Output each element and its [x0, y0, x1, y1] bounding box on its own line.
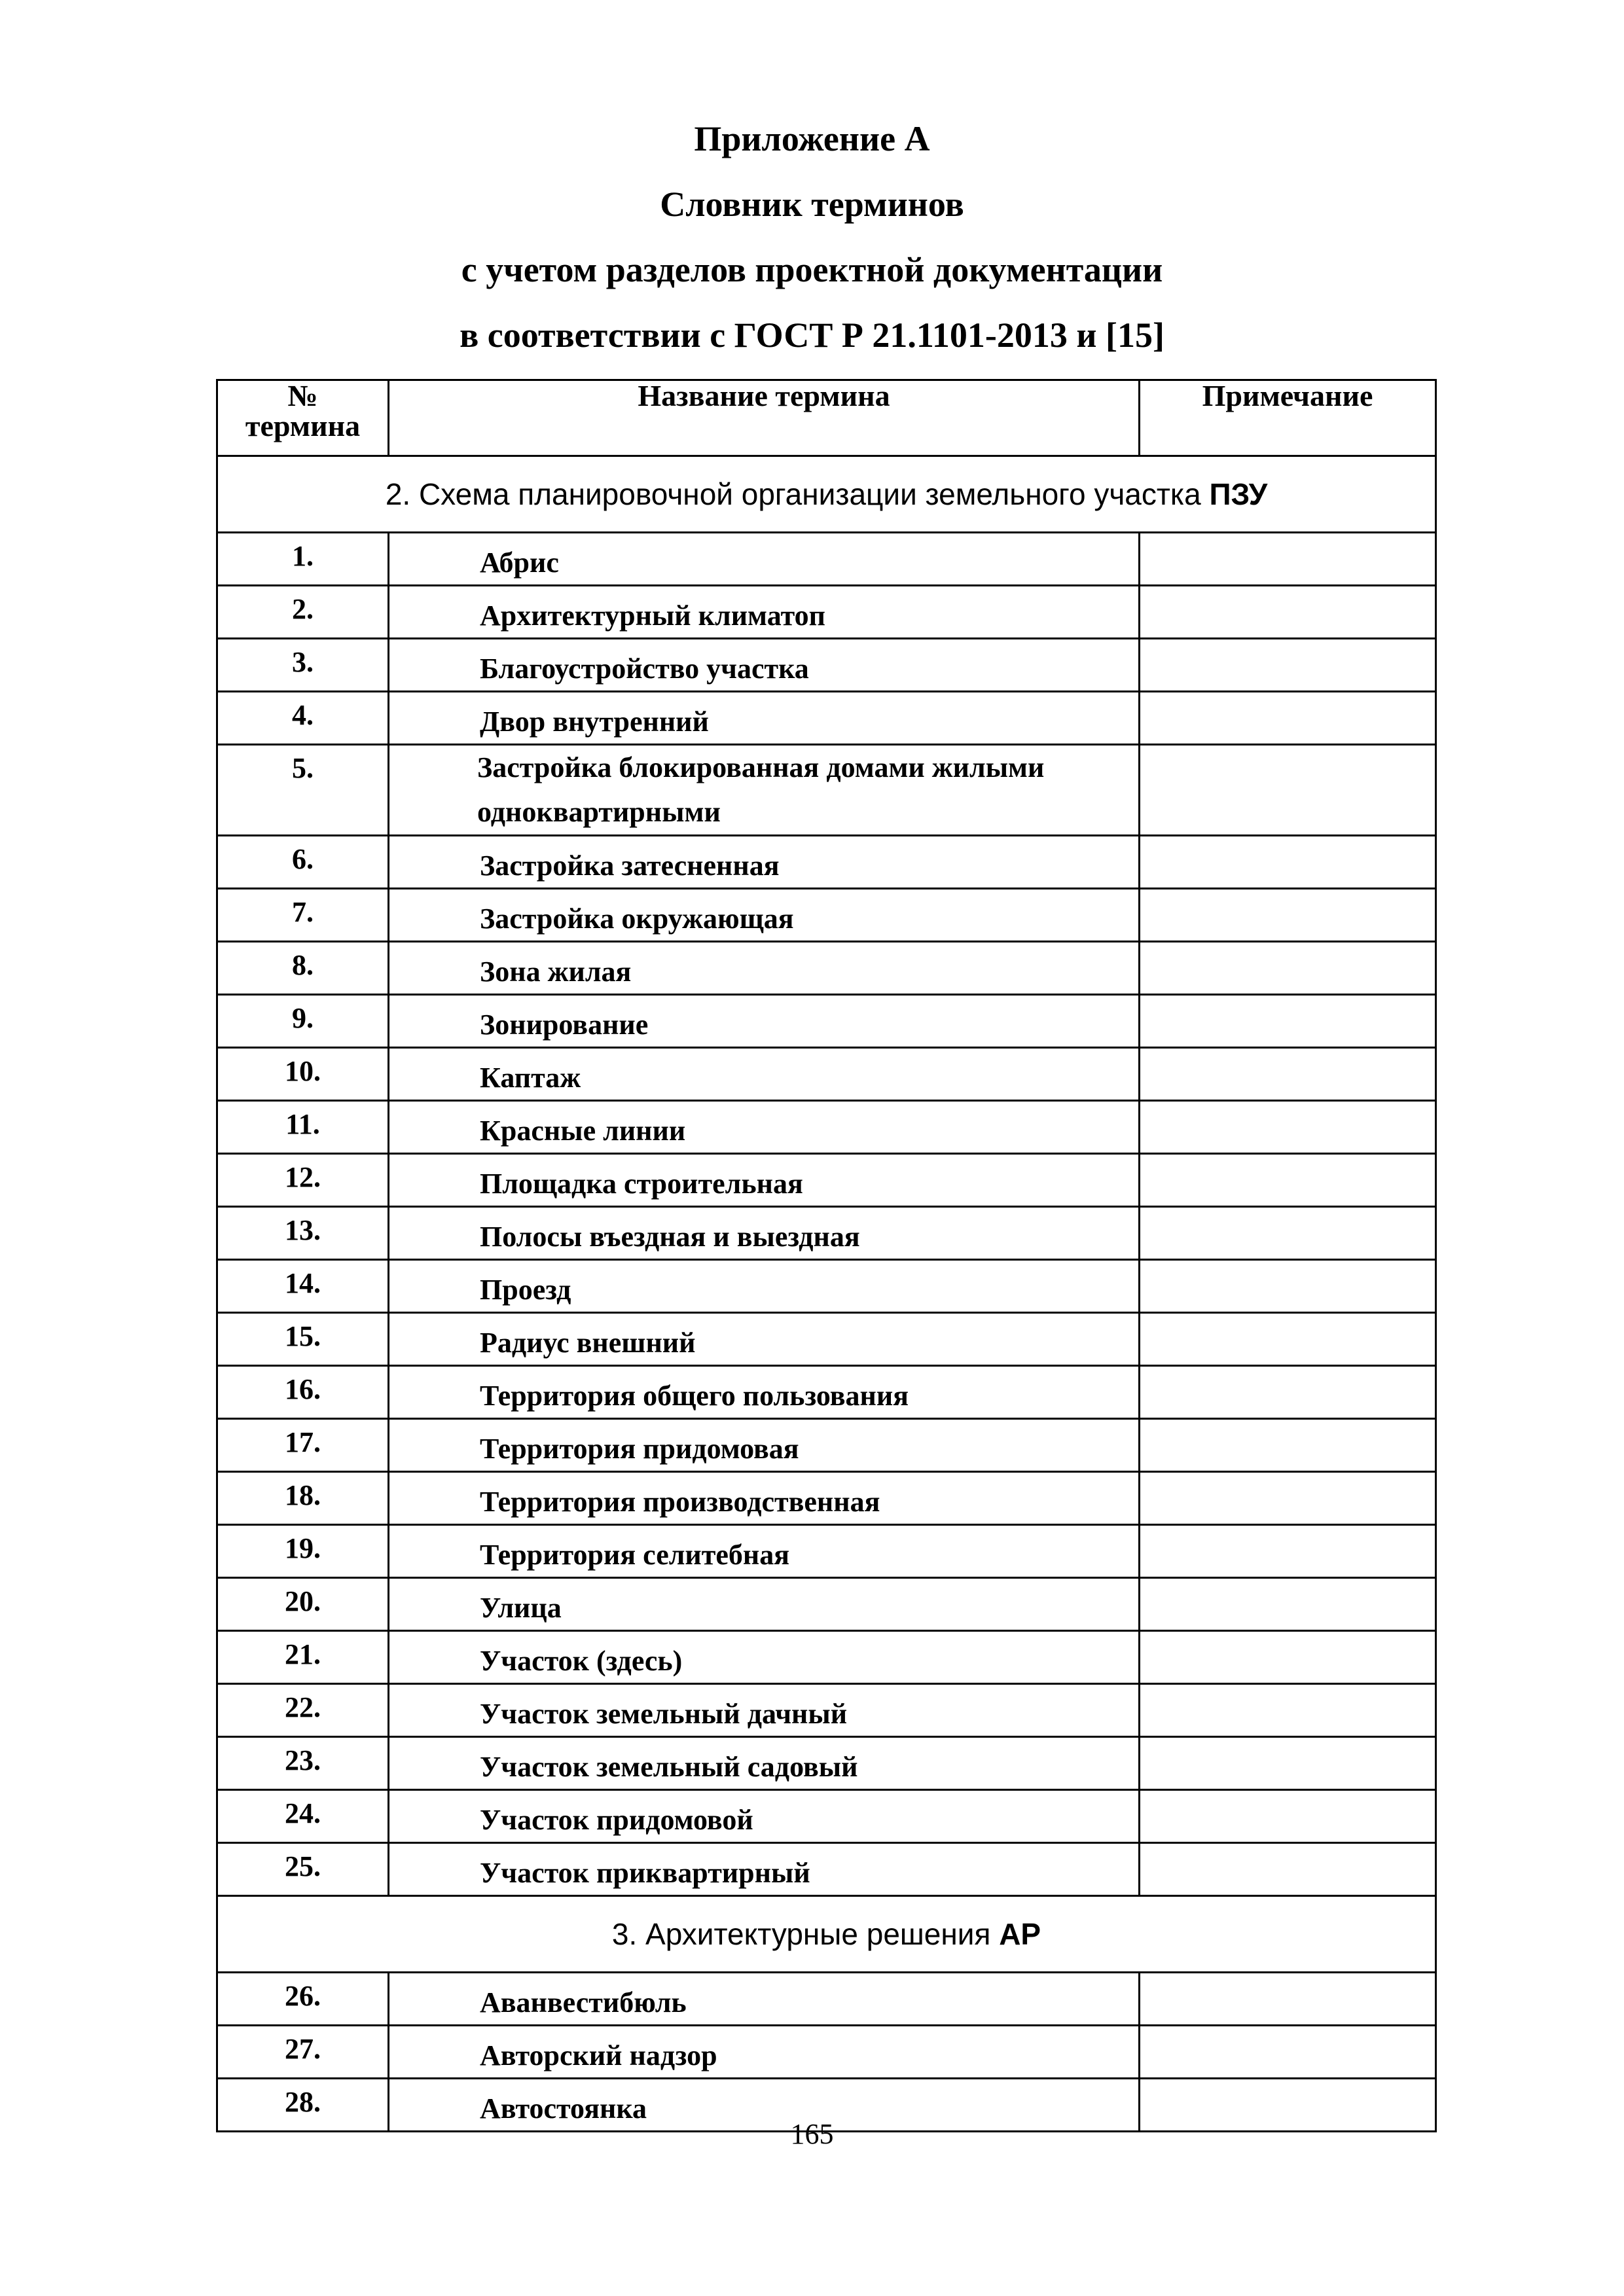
term-note [1140, 995, 1436, 1048]
term-note [1140, 1631, 1436, 1684]
table-row [217, 1048, 1436, 1101]
term-name: Аванвестибюль [389, 1973, 1140, 2026]
term-note [1140, 745, 1436, 836]
term-note [1140, 692, 1436, 745]
table-row [217, 836, 1436, 889]
section-row-ar [217, 1896, 1436, 1973]
term-number: 4. [217, 692, 389, 745]
table-row [217, 942, 1436, 995]
appendix-title: Приложение А [694, 119, 930, 158]
subtitle-line-2: в соответствии с ГОСТ Р 21.1101-2013 и [15] [460, 315, 1164, 355]
term-name: Проезд [389, 1260, 1140, 1313]
term-number: 18. [217, 1472, 389, 1525]
table-row [217, 1260, 1436, 1313]
term-note [1140, 1578, 1436, 1631]
term-number: 17. [217, 1419, 389, 1472]
term-number: 28. [217, 2079, 389, 2132]
term-name: Авторский надзор [389, 2026, 1140, 2079]
table-row [217, 1631, 1436, 1684]
term-name: Архитектурный климатоп [389, 586, 1140, 639]
section-title-text: 2. Схема планировочной организации земельного участка [385, 477, 1210, 511]
term-name: Участок приквартирный [389, 1843, 1140, 1896]
section-code: АР [999, 1917, 1041, 1951]
term-note [1140, 1154, 1436, 1207]
term-note [1140, 2026, 1436, 2079]
table-row [217, 639, 1436, 692]
term-name: Двор внутренний [389, 692, 1140, 745]
table-header-row [217, 380, 1436, 456]
terms-table [216, 379, 1437, 2132]
term-number: 20. [217, 1578, 389, 1631]
term-number: 9. [217, 995, 389, 1048]
term-note [1140, 1843, 1436, 1896]
table-row [217, 1737, 1436, 1790]
page-number: 165 [790, 2118, 834, 2150]
term-note [1140, 586, 1436, 639]
term-name: Участок (здесь) [389, 1631, 1140, 1684]
subtitle-line-1: с учетом разделов проектной документации [461, 250, 1163, 289]
term-note [1140, 1472, 1436, 1525]
term-number: 8. [217, 942, 389, 995]
table-row [217, 1419, 1436, 1472]
table-row [217, 2026, 1436, 2079]
term-number: 1. [217, 533, 389, 586]
term-number: 5. [217, 745, 389, 836]
term-note [1140, 1419, 1436, 1472]
term-number: 27. [217, 2026, 389, 2079]
term-number: 21. [217, 1631, 389, 1684]
term-note [1140, 639, 1436, 692]
term-name: Участок земельный садовый [389, 1737, 1140, 1790]
term-number: 7. [217, 889, 389, 942]
term-name: Застройка окружающая [389, 889, 1140, 942]
table-row [217, 1207, 1436, 1260]
term-note [1140, 1790, 1436, 1843]
term-number: 15. [217, 1313, 389, 1366]
table-row [217, 1313, 1436, 1366]
table-row [217, 692, 1436, 745]
term-number: 16. [217, 1366, 389, 1419]
term-number: 24. [217, 1790, 389, 1843]
term-number: 25. [217, 1843, 389, 1896]
section-row-pzu [217, 456, 1436, 533]
glossary-title: Словник терминов [660, 185, 964, 224]
term-name: Территория придомовая [389, 1419, 1140, 1472]
section-title [217, 1896, 1436, 1973]
term-note [1140, 1684, 1436, 1737]
term-note [1140, 1260, 1436, 1313]
term-name: Участок земельный дачный [389, 1684, 1140, 1737]
table-row [217, 533, 1436, 586]
term-name: Зона жилая [389, 942, 1140, 995]
term-note [1140, 1973, 1436, 2026]
term-name: Территория селитебная [389, 1525, 1140, 1578]
term-name: Красные линии [389, 1101, 1140, 1154]
term-name: Застройка затесненная [389, 836, 1140, 889]
term-number: 22. [217, 1684, 389, 1737]
term-name: Территория общего пользования [389, 1366, 1140, 1419]
term-note [1140, 1207, 1436, 1260]
term-note [1140, 1101, 1436, 1154]
term-number: 6. [217, 836, 389, 889]
term-name: Полосы въездная и выездная [389, 1207, 1140, 1260]
term-note [1140, 1366, 1436, 1419]
term-name: Благоустройство участка [389, 639, 1140, 692]
table-row [217, 995, 1436, 1048]
term-name: Каптаж [389, 1048, 1140, 1101]
term-name: Автостоянка [389, 2079, 1140, 2132]
term-number: 3. [217, 639, 389, 692]
term-number: 11. [217, 1101, 389, 1154]
section-title [217, 456, 1436, 533]
table-row [217, 1684, 1436, 1737]
term-name: Радиус внешний [389, 1313, 1140, 1366]
term-name: Улица [389, 1578, 1140, 1631]
term-name: Абрис [389, 533, 1140, 586]
term-note [1140, 1525, 1436, 1578]
table-row [217, 1101, 1436, 1154]
table-row [217, 1472, 1436, 1525]
term-number: 12. [217, 1154, 389, 1207]
table-row [217, 1525, 1436, 1578]
header-number-word: термина [245, 409, 361, 442]
table-row [217, 889, 1436, 942]
table-row [217, 1154, 1436, 1207]
section-title-text: 3. Архитектурные решения [611, 1917, 1000, 1951]
header-note: Примечание [1140, 380, 1436, 456]
term-name: Зонирование [389, 995, 1140, 1048]
term-number: 23. [217, 1737, 389, 1790]
term-note [1140, 889, 1436, 942]
table-row [217, 1843, 1436, 1896]
table-row [217, 1790, 1436, 1843]
section-code: ПЗУ [1209, 477, 1268, 511]
term-name [389, 745, 1140, 836]
term-number: 19. [217, 1525, 389, 1578]
term-name: Участок придомовой [389, 1790, 1140, 1843]
term-number: 13. [217, 1207, 389, 1260]
header-number [217, 380, 389, 456]
term-note [1140, 1737, 1436, 1790]
term-note [1140, 942, 1436, 995]
header-term-name: Название термина [389, 380, 1140, 456]
header-number-symbol: № [287, 379, 318, 412]
term-number: 10. [217, 1048, 389, 1101]
term-number: 2. [217, 586, 389, 639]
table-row [217, 1973, 1436, 2026]
term-note [1140, 1048, 1436, 1101]
term-name: Территория производственная [389, 1472, 1140, 1525]
term-note [1140, 533, 1436, 586]
term-number: 14. [217, 1260, 389, 1313]
term-name: Площадка строительная [389, 1154, 1140, 1207]
term-name-line: одноквартирными [477, 796, 721, 828]
table-row [217, 1578, 1436, 1631]
term-note [1140, 836, 1436, 889]
table-row [217, 586, 1436, 639]
term-name-line: Застройка блокированная домами жилыми [477, 751, 1045, 783]
term-note [1140, 1313, 1436, 1366]
table-row [217, 1366, 1436, 1419]
table-row [217, 745, 1436, 836]
term-number: 26. [217, 1973, 389, 2026]
